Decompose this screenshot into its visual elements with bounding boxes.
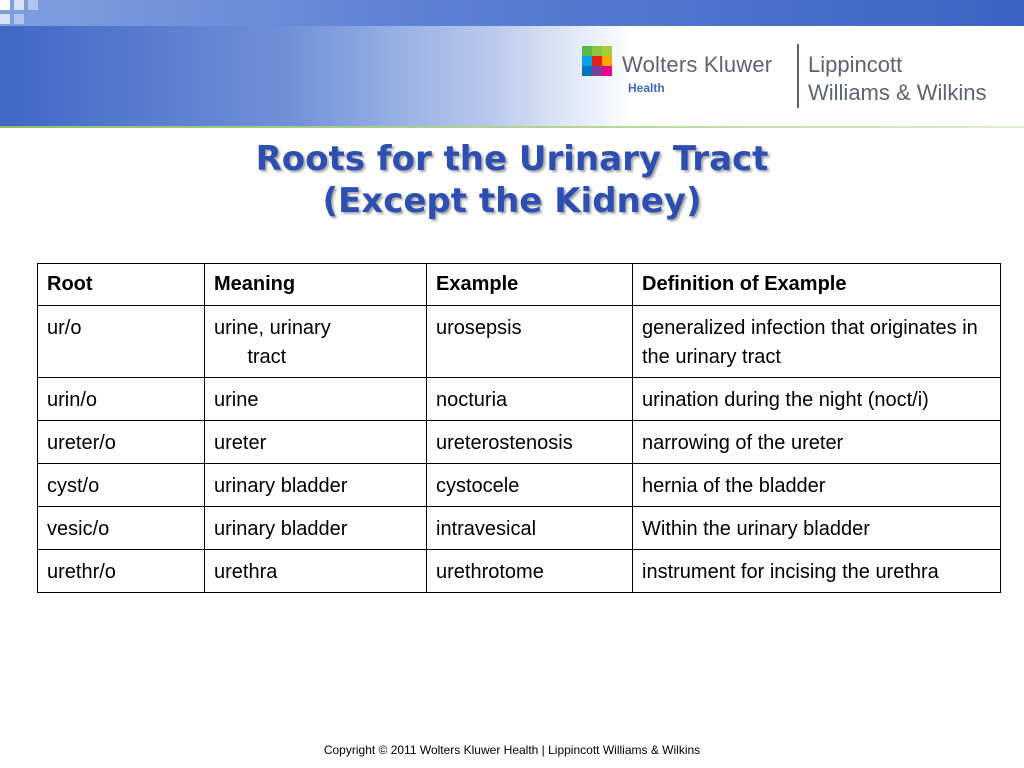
- cell-root: ur/o: [38, 306, 205, 378]
- table-header-row: [38, 264, 1001, 306]
- cell-root: vesic/o: [38, 507, 205, 550]
- cell-root: urin/o: [38, 378, 205, 421]
- decor-square: [14, 14, 24, 24]
- partner-line1: Lippincott: [808, 52, 903, 77]
- cell-definition: urination during the night (noct/i): [633, 378, 1001, 421]
- cell-root: cyst/o: [38, 464, 205, 507]
- brand-primary: Wolters Kluwer: [622, 52, 773, 77]
- partner-line2: Williams & Wilkins: [808, 80, 987, 105]
- cell-example: urosepsis: [427, 306, 633, 378]
- slide-title-line1: Roots for the Urinary Tract: [255, 139, 769, 179]
- table-row: [38, 507, 1001, 550]
- cell-meaning: urethra: [205, 550, 427, 593]
- header-root: Root: [38, 264, 205, 306]
- cell-definition: generalized infection that originates in the urinary tract: [633, 306, 1001, 378]
- cell-meaning: urine, urinary tract: [205, 306, 427, 378]
- cell-root: ureter/o: [38, 421, 205, 464]
- cell-root: urethr/o: [38, 550, 205, 593]
- cell-definition: narrowing of the ureter: [633, 421, 1001, 464]
- table-row: [38, 550, 1001, 593]
- slide-title: [0, 138, 1024, 222]
- logo-divider: [797, 44, 799, 108]
- header-example: Example: [427, 264, 633, 306]
- header-banner: [0, 0, 1024, 128]
- cell-example: ureterostenosis: [427, 421, 633, 464]
- table-row: [38, 378, 1001, 421]
- slide-title-line2: (Except the Kidney): [322, 181, 702, 221]
- decor-square: [0, 0, 10, 10]
- wolters-kluwer-logo-icon: [582, 46, 612, 76]
- cell-definition: instrument for incising the urethra: [633, 550, 1001, 593]
- cell-definition: hernia of the bladder: [633, 464, 1001, 507]
- publisher-logo: [582, 44, 1022, 114]
- decor-square: [0, 14, 10, 24]
- brand-sub: Health: [628, 81, 665, 95]
- header-top-bar: [0, 0, 1024, 26]
- cell-definition: Within the urinary bladder: [633, 507, 1001, 550]
- table-row: [38, 464, 1001, 507]
- copyright-footer: Copyright © 2011 Wolters Kluwer Health | Lippincott Williams & Wilkins: [323, 743, 701, 757]
- header-definition: Definition of Example: [633, 264, 1001, 306]
- cell-meaning: urine: [205, 378, 427, 421]
- cell-meaning: ureter: [205, 421, 427, 464]
- header-meaning: Meaning: [205, 264, 427, 306]
- cell-example: intravesical: [427, 507, 633, 550]
- decor-square: [14, 0, 24, 10]
- table-row: [38, 421, 1001, 464]
- header-divider: [0, 126, 1024, 128]
- decor-square: [28, 0, 38, 10]
- cell-meaning: urinary bladder: [205, 507, 427, 550]
- cell-example: urethrotome: [427, 550, 633, 593]
- cell-example: nocturia: [427, 378, 633, 421]
- table-row: [38, 306, 1001, 378]
- cell-example: cystocele: [427, 464, 633, 507]
- roots-table: [37, 263, 1001, 593]
- cell-meaning: urinary bladder: [205, 464, 427, 507]
